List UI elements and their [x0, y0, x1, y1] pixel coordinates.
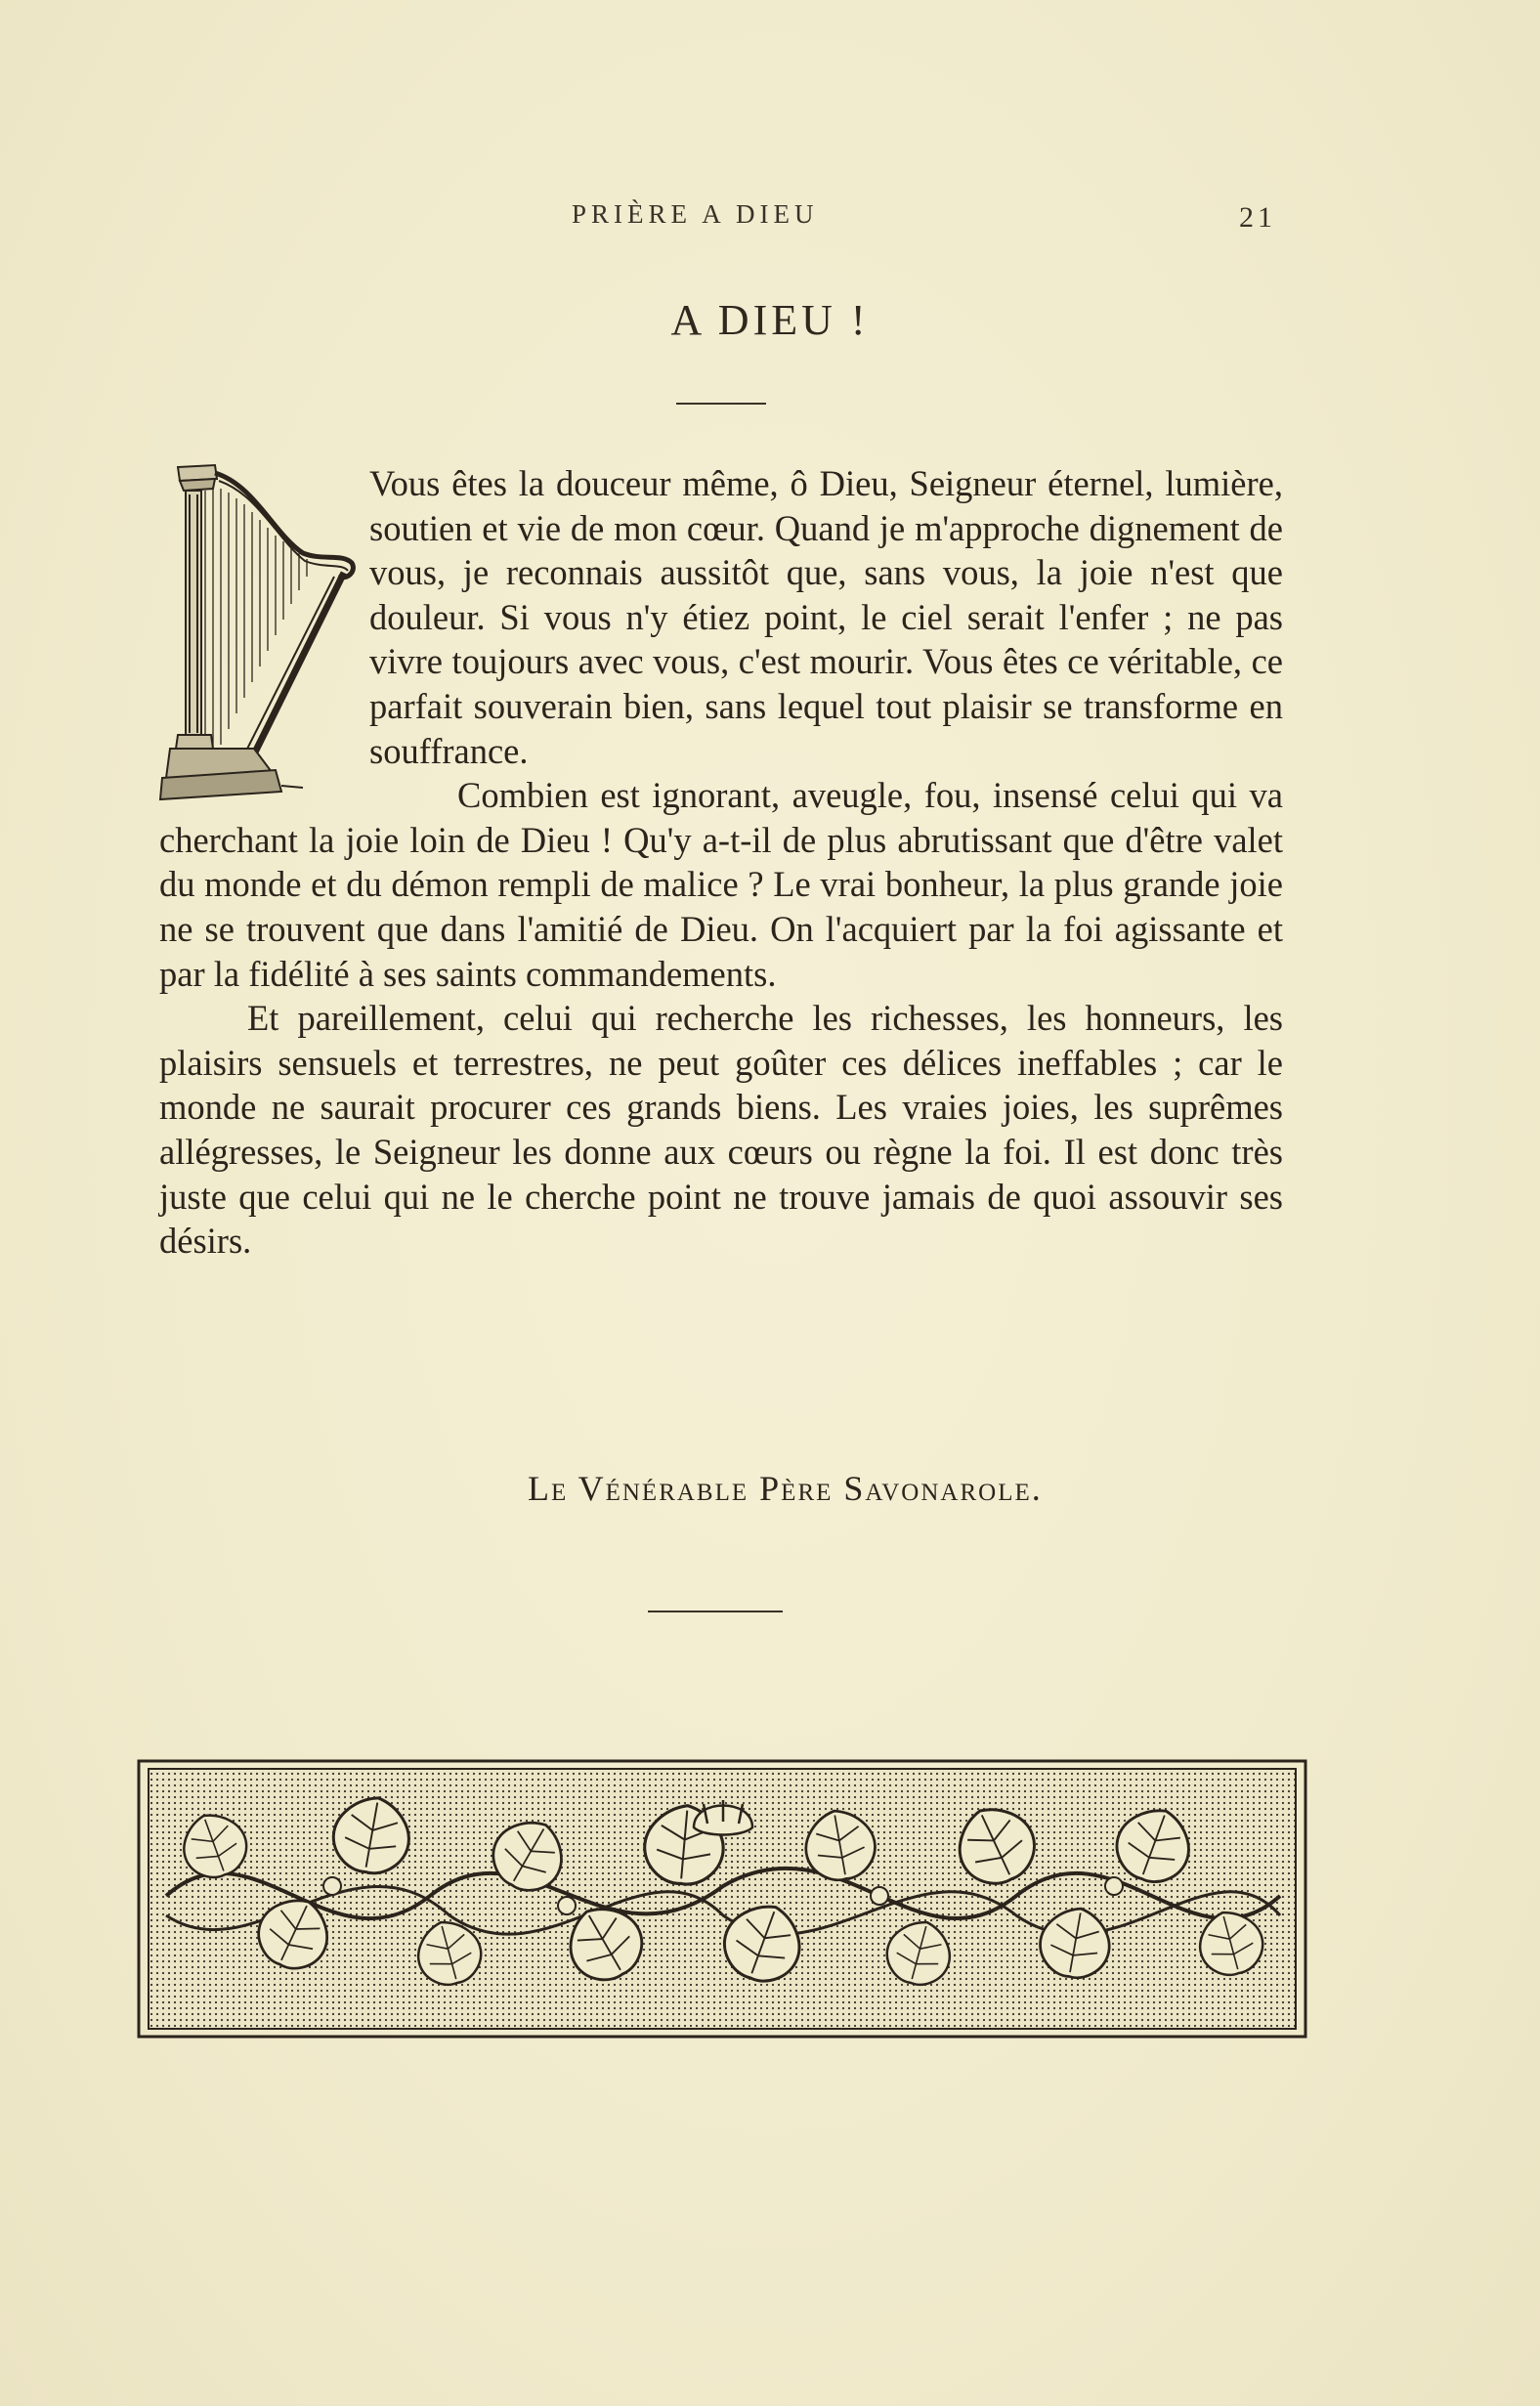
title-rule — [676, 403, 766, 405]
drop-cap-space — [159, 461, 369, 817]
signature: Le Vénérable Père Savonarole. — [528, 1469, 1043, 1508]
body-text — [159, 461, 1283, 1264]
chapter-title: A DIEU ! — [670, 296, 870, 344]
paragraph-3: Et pareillement, celui qui recherche les richesses, les honneurs, les plaisirs sensuels et terrestres, ne peut goûter ces délices ineffables ; car le monde ne saurait procurer ces grands biens. Les vraies joies, les suprêmes allégresses, le Seigneur les donne aux cœurs ou règne la foi. Il est donc très juste que celui qui ne le cherche point ne trouve jamais de quoi assouvir ses désirs. — [159, 998, 1283, 1262]
running-title: PRIÈRE A DIEU — [572, 199, 819, 229]
page-number: 21 — [1239, 201, 1276, 234]
floral-ornament-icon — [137, 1759, 1307, 2039]
running-head — [0, 199, 1540, 238]
paragraph-2: Combien est ignorant, aveugle, fou, insensé celui qui va cherchant la joie loin de Dieu ! Qu'y a-t-il de plus abrutissant que d'être valet du monde et du démon rempli de malice ? Le vrai bonheur, la plus grande joie ne se trouvent que dans l'amitié de Dieu. On l'acquiert par la foi agissante et par la fidélité à ses saints commandements. — [159, 775, 1283, 994]
closing-rule — [648, 1611, 783, 1612]
paragraph-1: Vous êtes la douceur même, ô Dieu, Seigneur éternel, lumière, soutien et vie de mon cœur. Quand je m'approche dignement de vous, je reconnais aussitôt que, sans vous, la joie n'est que douleur. Si vous n'y étiez point, le ciel serait l'enfer ; ne pas vivre toujours avec vous, c'est mourir. Vous êtes ce véritable, ce parfait souverain bien, sans lequel tout plaisir se transforme en souffrance. — [369, 463, 1283, 771]
